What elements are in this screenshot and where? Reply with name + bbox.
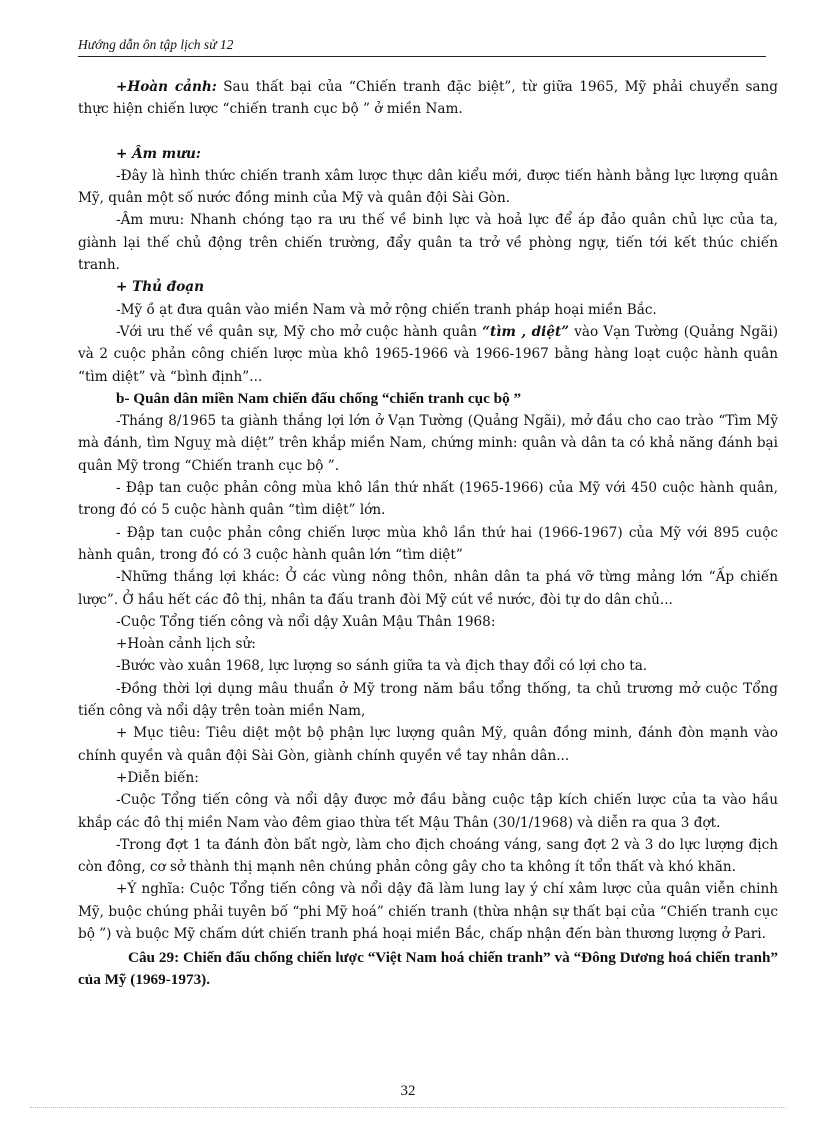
paragraph: + Mục tiêu: Tiêu diệt một bộ phận lực lượng quân Mỹ, quân đồng minh, đánh đòn mạnh vào chính quyền và quân đội Sài Gòn, giành chính quyền về tay nhân dân... — [78, 725, 778, 764]
paragraph: +Ý nghĩa: Cuộc Tổng tiến công và nổi dậy đã làm lung lay ý chí xâm lược của quân viễn chinh Mỹ, buộc chúng phải tuyên bố “phi Mỹ hoá” chiến tranh (thừa nhận sự thất bại của “Chiến tranh cục bộ ”) và buộc Mỹ chấm dứt chiến tranh phá hoại miền Bắc, chấp nhận đến bàn thương lượng ở Pari. — [78, 881, 778, 942]
paragraph-search-destroy — [78, 321, 778, 388]
footer-divider — [30, 1107, 786, 1108]
paragraph: -Những thắng lợi khác: Ở các vùng nông thôn, nhân dân ta phá vỡ từng mảng lớn “Ấp chiến lược”. Ở hầu hết các đô thị, nhân ta đấu tranh đòi Mỹ cút về nước, đòi tự do dân chủ... — [78, 569, 778, 608]
running-header: Hướng dẫn ôn tập lịch sử 12 — [78, 37, 766, 57]
tactics-label-text: + Thủ đoạn — [116, 279, 205, 296]
context-text: Sau thất bại của “Chiến tranh đặc biệt”, từ giữa 1965, Mỹ phải chuyển sang thực hiện chiến lược “chiến tranh cục bộ ” ở miền Nam. — [78, 79, 778, 118]
emphasis-span: “tìm , diệt” — [482, 323, 570, 340]
paragraph: - Đập tan cuộc phản công chiến lược mùa khô lần thứ hai (1966-1967) của Mỹ với 895 cuộc hành quân, trong đó có 3 cuộc hành quân lớn “tìm diệt” — [78, 524, 778, 563]
paragraph: - Đập tan cuộc phản công mùa khô lần thứ nhất (1965-1966) của Mỹ với 450 cuộc hành quân, trong đó có 5 cuộc hành quân “tìm diệt” lớn. — [78, 480, 778, 519]
section-heading-b: b- Quân dân miền Nam chiến đấu chống “chiến tranh cục bộ ” — [116, 389, 522, 407]
text-span: -Với ưu thế về quân sự, Mỹ cho mở cuộc hành quân — [116, 323, 483, 340]
paragraph-context — [78, 76, 778, 121]
plot-label — [78, 143, 778, 165]
paragraph: -Cuộc Tổng tiến công và nổi dậy được mở đầu bằng cuộc tập kích chiến lược của ta vào hầu khắp các đô thị miền Nam vào đêm giao thừa tết Mậu Thân (30/1/1968) và diễn ra qua 3 đợt. — [78, 792, 778, 831]
page-content — [78, 76, 778, 991]
text-span: vào Vạn Tường (Quảng Ngãi) và 2 cuộc phản công chiến lược mùa khô 1965-1966 và 1966-1967 bằng hàng loạt cuộc hành quân “tìm diệt” và “bình định”... — [78, 323, 779, 385]
paragraph: -Đây là hình thức chiến tranh xâm lược thực dân kiểu mới, được tiến hành bằng lực lượng quân Mỹ, quân một số nước đồng minh của Mỹ và quân đội Sài Gòn. — [78, 167, 778, 207]
paragraph: -Trong đợt 1 ta đánh đòn bất ngờ, làm cho địch choáng váng, sang đợt 2 và 3 do lực lượng địch còn đông, cơ sở thành thị mạnh nên chúng phản công gây cho ta không ít tổn thất và khó khăn. — [78, 836, 778, 876]
plot-label-text: + Âm mưu: — [116, 145, 201, 162]
tactics-label — [78, 276, 778, 298]
context-label: +Hoàn cảnh: — [116, 79, 217, 95]
paragraph: -Cuộc Tổng tiến công và nổi dậy Xuân Mậu Thân 1968: — [116, 613, 496, 630]
paragraph: -Mỹ ồ ạt đưa quân vào miền Nam và mở rộng chiến tranh pháp hoại miền Bắc. — [116, 301, 657, 318]
paragraph: -Đồng thời lợi dụng mâu thuẩn ở Mỹ trong năm bầu tổng thống, ta chủ trương mở cuộc Tổng tiến công và nổi dậy trên toàn miền Nam, — [78, 680, 778, 720]
question-heading: Câu 29: Chiến đấu chống chiến lược “Việt Nam hoá chiến tranh” và “Đông Dương hoá chiến tranh” của Mỹ (1969-1973). — [78, 949, 778, 989]
paragraph: -Âm mưu: Nhanh chóng tạo ra ưu thế về binh lực và hoả lực để áp đảo quân chủ lực của ta, giành lại thế chủ động trên chiến trường, đẩy quân ta trở về phòng ngự, tiến tới kết thúc chiến tranh. — [78, 212, 778, 274]
paragraph: -Tháng 8/1965 ta giành thắng lợi lớn ở Vạn Tường (Quảng Ngãi), mở đầu cho cao trào “Tìm Mỹ mà đánh, tìm Nguỵ mà diệt” trên khắp miền Nam, chứng minh: quân và dân ta có khả năng đánh bại quân Mỹ trong “Chiến tranh cục bộ ”. — [78, 413, 778, 474]
paragraph: +Hoàn cảnh lịch sử: — [116, 636, 256, 653]
paragraph: +Diễn biến: — [116, 769, 199, 786]
paragraph: -Bước vào xuân 1968, lực lượng so sánh giữa ta và địch thay đổi có lợi cho ta. — [116, 658, 648, 675]
page-number: 32 — [400, 1083, 416, 1099]
